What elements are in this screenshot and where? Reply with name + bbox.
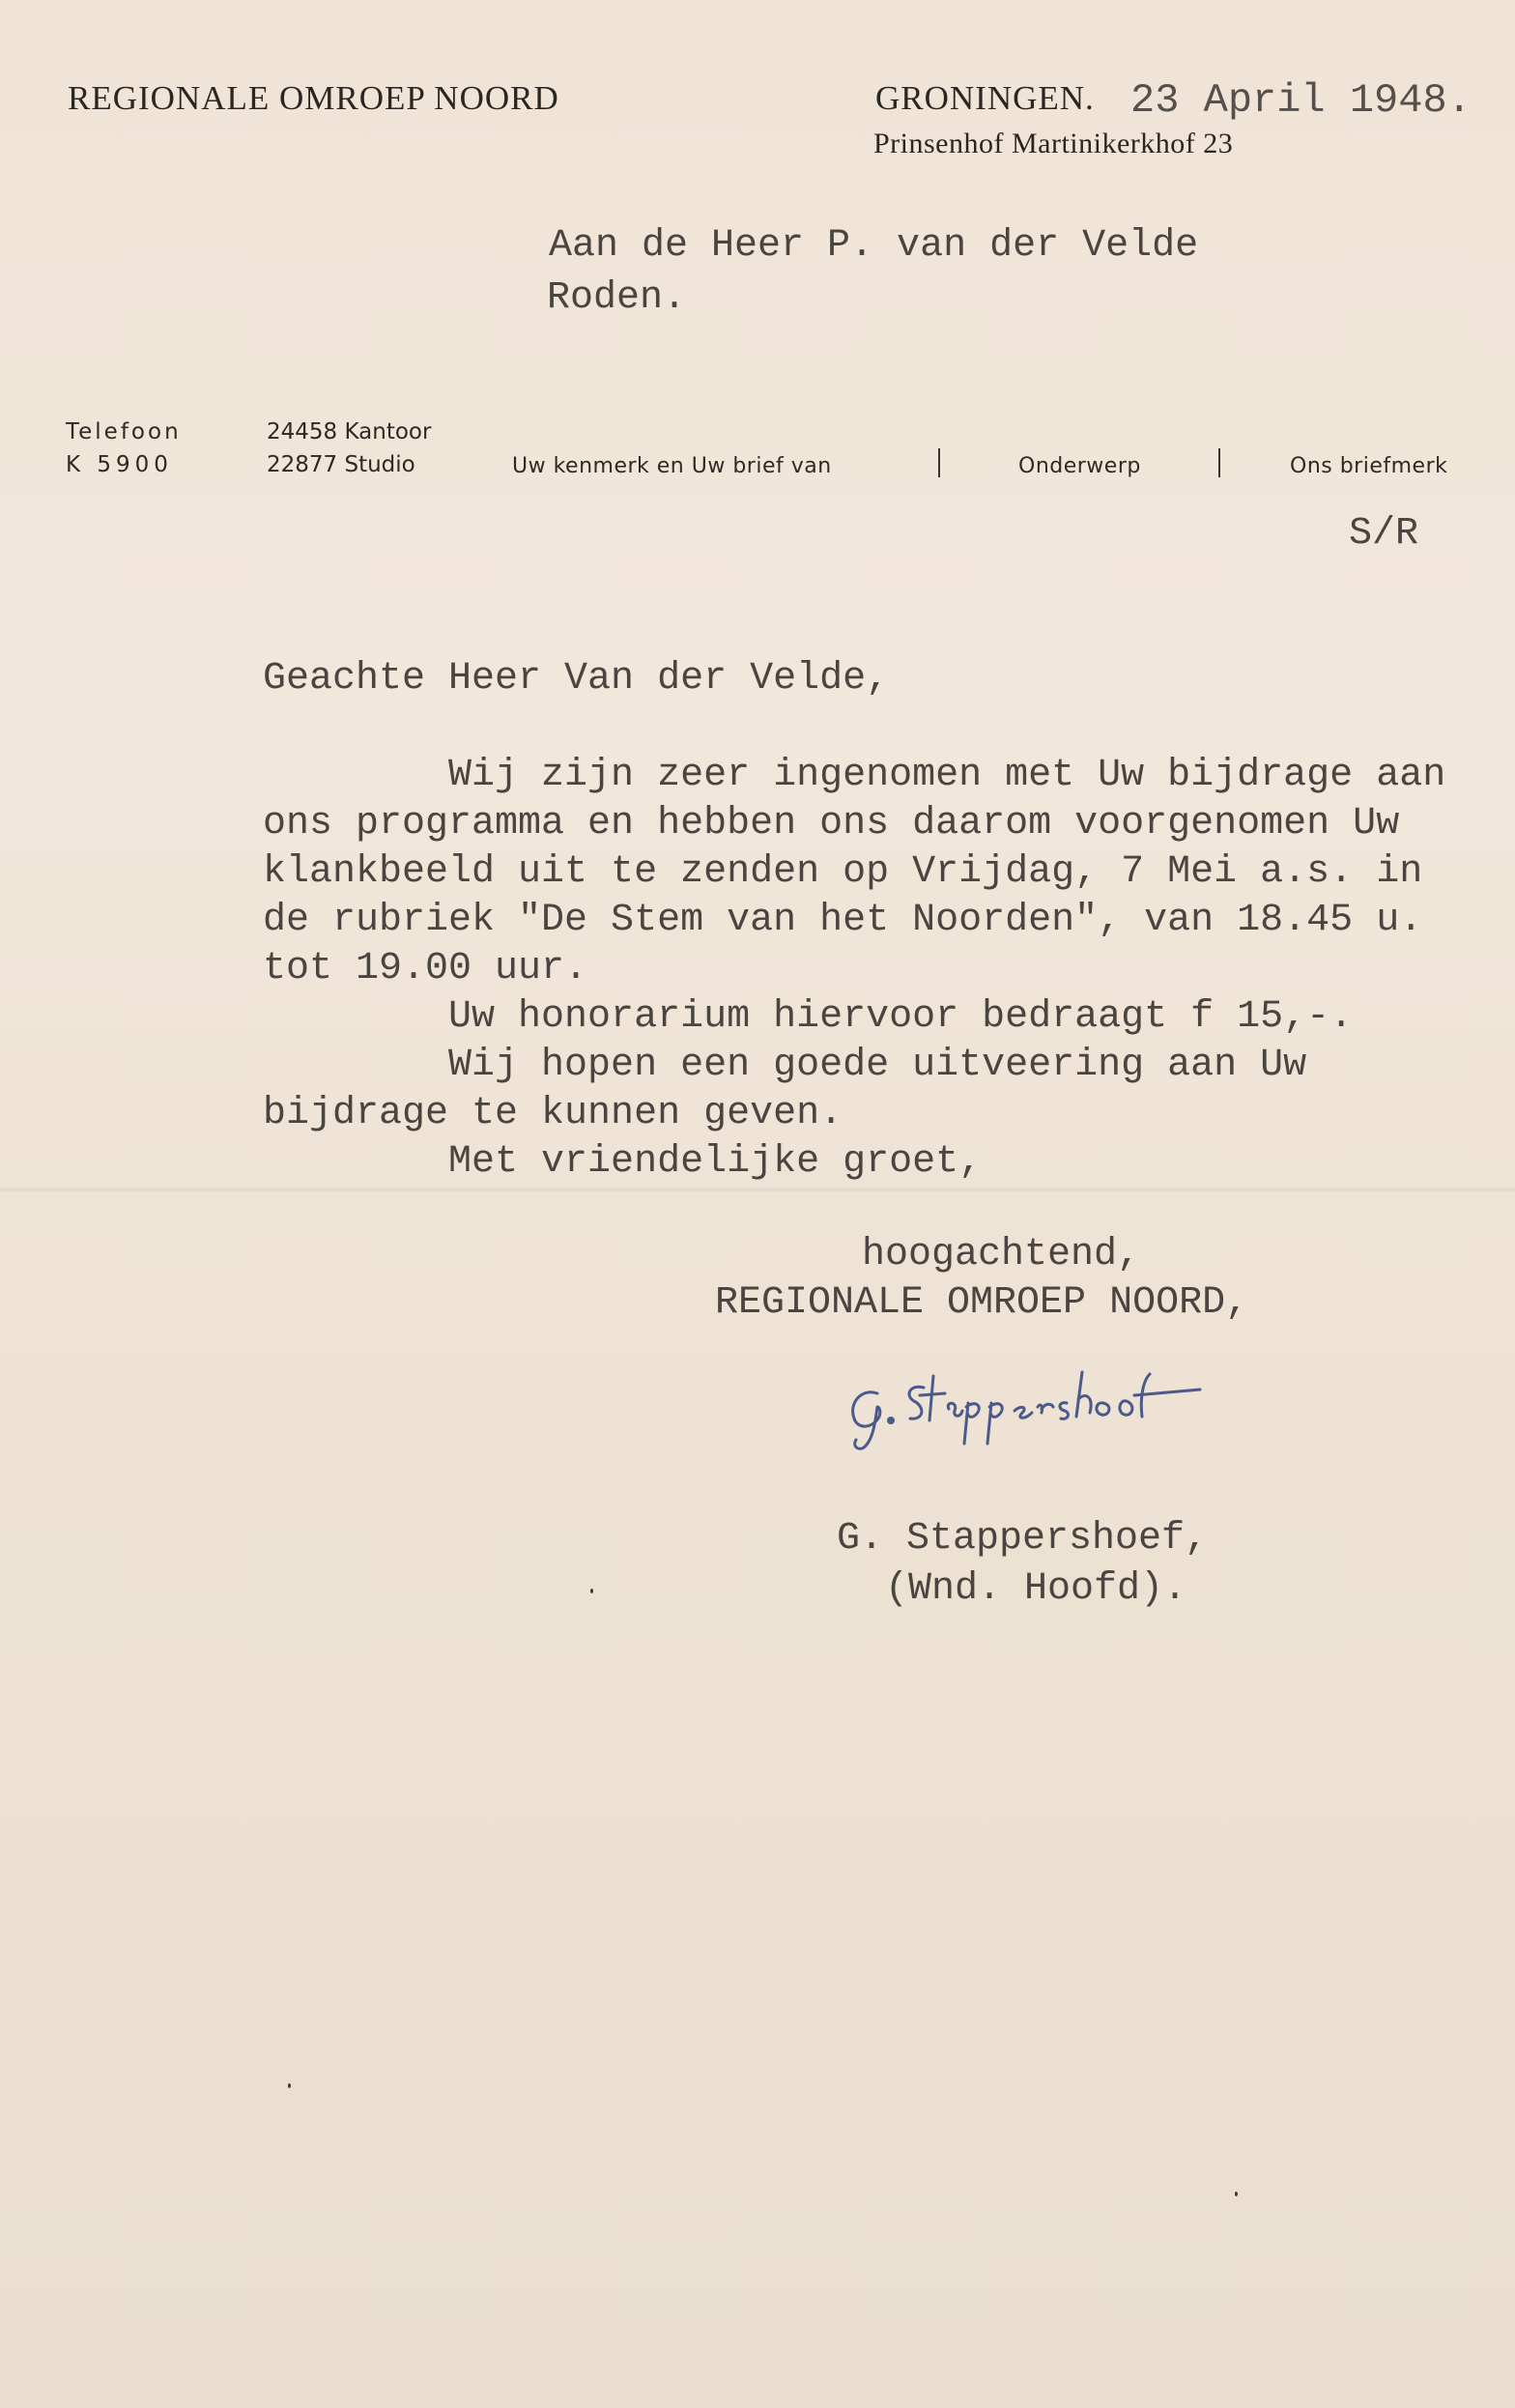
closing-greeting: hoogachtend, <box>862 1233 1141 1276</box>
body-line: tot 19.00 uur. <box>263 947 588 990</box>
phone-studio: 22877 Studio <box>267 452 415 477</box>
column-subject: Onderwerp <box>1018 454 1141 478</box>
column-separator <box>938 448 940 477</box>
column-our-reference: Ons briefmerk <box>1290 454 1448 478</box>
closing-organization: REGIONALE OMROEP NOORD, <box>715 1281 1249 1325</box>
recipient-place: Roden. <box>547 276 687 320</box>
column-separator <box>1218 448 1220 477</box>
body-line: ons programma en hebben ons daarom voorgenomen Uw <box>263 802 1400 846</box>
letterhead-address: Prinsenhof Martinikerkhof 23 <box>873 128 1234 159</box>
body-line: Met vriendelijke groet, <box>263 1140 983 1184</box>
ink-speck <box>288 2083 291 2088</box>
paper-fold <box>0 1187 1515 1192</box>
body-line: klankbeeld uit te zenden op Vrijdag, 7 Mei a.s. in <box>263 850 1423 894</box>
recipient-name: Aan de Heer P. van der Velde <box>549 224 1199 268</box>
letterhead-organization: REGIONALE OMROEP NOORD <box>68 79 559 117</box>
body-line: de rubriek "De Stem van het Noorden", van 18.45 u. <box>263 899 1423 942</box>
telefoon-k: K 5900 <box>66 452 173 477</box>
ink-speck <box>1235 2192 1238 2196</box>
letter-date: 23 April 1948. <box>1130 77 1472 124</box>
signatory-title: (Wnd. Hoofd). <box>885 1567 1187 1611</box>
body-line: bijdrage te kunnen geven. <box>263 1092 843 1135</box>
telefoon-label: Telefoon <box>66 419 182 444</box>
ink-speck <box>590 1589 593 1593</box>
signatory-name: G. Stappershoef, <box>837 1517 1209 1561</box>
our-reference-value: S/R <box>1349 512 1419 556</box>
letterhead-city: GRONINGEN. <box>875 79 1095 117</box>
phone-office: 24458 Kantoor <box>267 419 432 444</box>
handwritten-signature <box>841 1353 1217 1459</box>
salutation: Geachte Heer Van der Velde, <box>263 657 890 701</box>
body-line: Wij zijn zeer ingenomen met Uw bijdrage aan <box>263 754 1446 797</box>
body-line: Wij hopen een goede uitveering aan Uw <box>263 1044 1307 1087</box>
body-line: Uw honorarium hiervoor bedraagt f 15,-. <box>263 995 1354 1039</box>
column-your-reference: Uw kenmerk en Uw brief van <box>512 454 832 478</box>
